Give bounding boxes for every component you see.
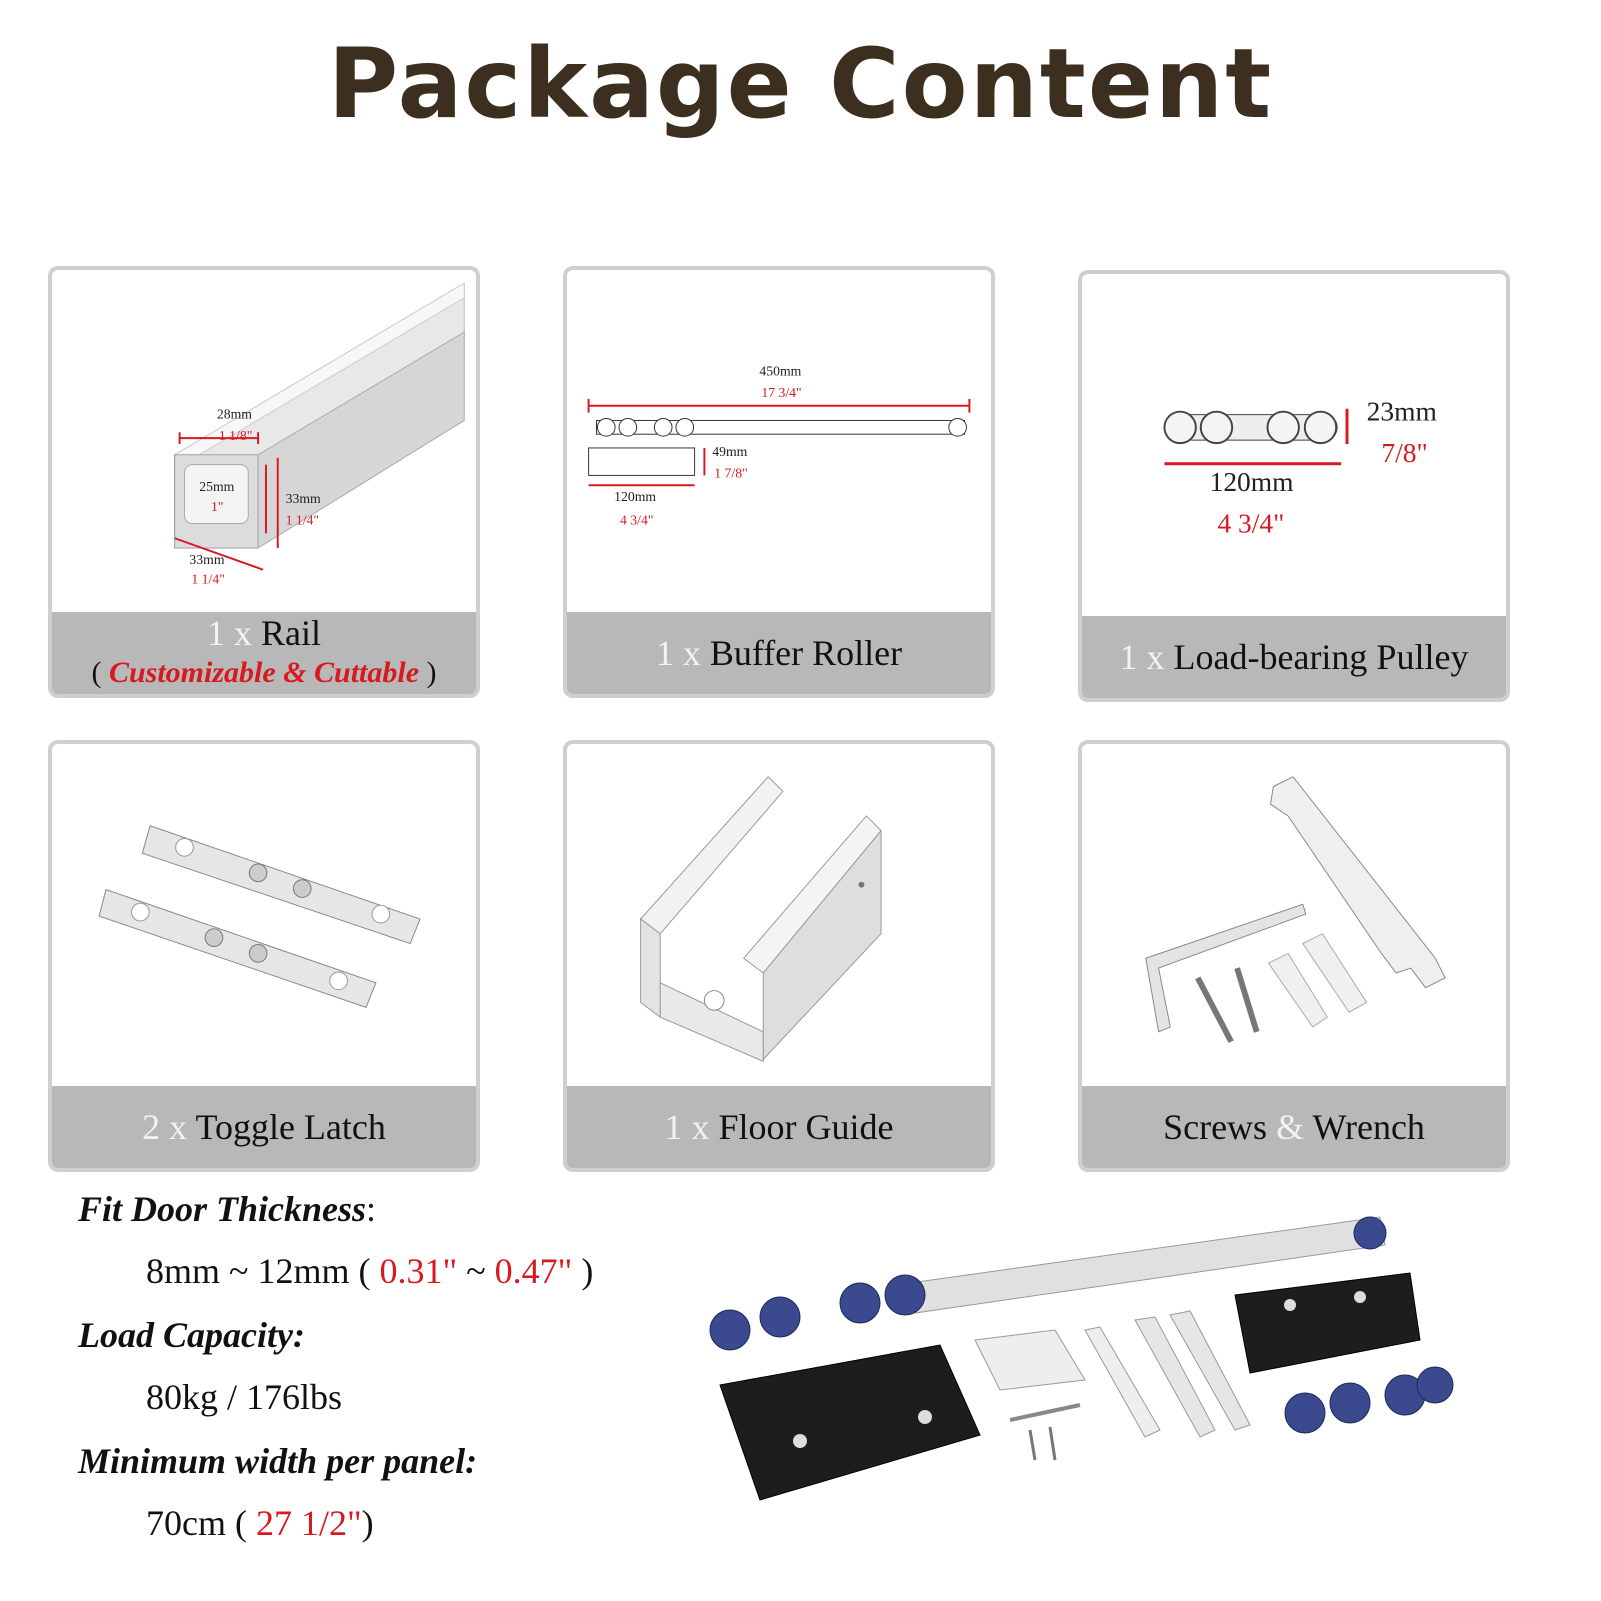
floor-qty: 1 x — [664, 1107, 710, 1147]
width-value-b: ) — [361, 1503, 374, 1543]
card-toggle-latch — [48, 740, 480, 1172]
spec-load-value: 80kg / 176lbs — [146, 1377, 343, 1417]
pulley-qty: 1 x — [1119, 637, 1165, 677]
rail-bottom-in: 1 1/4" — [191, 571, 225, 587]
rail-inner-mm: 25mm — [199, 479, 235, 495]
buffer-height-in: 1 7/8" — [714, 465, 748, 481]
card-floor-guide — [563, 740, 995, 1172]
rail-inner-in: 1" — [211, 498, 224, 514]
screws-wrench-illustration — [1082, 744, 1506, 1094]
thickness-colon: : — [366, 1189, 377, 1229]
buffer-height-mm: 49mm — [712, 443, 748, 459]
spec-width-label: Minimum width per panel: — [78, 1441, 478, 1481]
rail-name: Rail — [261, 613, 321, 653]
buffer-length-mm: 450mm — [759, 363, 802, 379]
pulley-width-mm: 120mm — [1209, 467, 1294, 498]
width-value-a: 70cm ( — [146, 1503, 247, 1543]
rail-bottom-mm: 33mm — [189, 551, 225, 567]
pulley-diagram — [1082, 274, 1506, 624]
floor-name: Floor Guide — [718, 1107, 894, 1147]
rail-note: Customizable & Cuttable — [108, 656, 420, 689]
page-title: Package Content — [327, 28, 1274, 140]
card-screws-wrench — [1078, 740, 1510, 1172]
buffer-qty: 1 x — [655, 633, 701, 673]
pulley-name: Load-bearing Pulley — [1173, 637, 1469, 677]
card-rail — [48, 266, 480, 698]
spec-thickness-value — [78, 1250, 593, 1292]
screws-amp: & — [1276, 1107, 1305, 1147]
floor-guide-illustration — [567, 744, 991, 1094]
pulley-height-mm: 23mm — [1366, 396, 1437, 427]
spec-thickness-label — [78, 1188, 376, 1230]
screws-name: Screws — [1163, 1107, 1268, 1147]
rail-note-open: ( — [91, 656, 102, 689]
thickness-label: Fit Door Thickness — [78, 1189, 367, 1229]
buffer-length-in: 17 3/4" — [761, 384, 802, 400]
card-pulley — [1078, 270, 1510, 702]
rail-top-in: 1 1/8" — [218, 428, 253, 444]
rail-top-mm: 28mm — [216, 406, 252, 422]
width-value-in: 27 1/2" — [255, 1503, 362, 1543]
toggle-qty: 2 x — [142, 1107, 188, 1147]
rail-caption — [52, 612, 476, 694]
thickness-in-a: 0.31" — [379, 1251, 458, 1291]
rail-height-mm: 33mm — [285, 490, 321, 506]
pulley-width-in: 4 3/4" — [1217, 508, 1285, 539]
spec-width-value — [78, 1502, 374, 1544]
toggle-name: Toggle Latch — [195, 1107, 386, 1147]
rail-qty: 1 x — [207, 613, 252, 653]
buffer-width-in: 4 3/4" — [620, 512, 654, 528]
pulley-caption — [1082, 616, 1506, 698]
thickness-in-b: 0.47" — [494, 1251, 573, 1291]
thickness-tilde: ~ — [466, 1251, 486, 1291]
wrench-name: Wrench — [1312, 1107, 1425, 1147]
pulley-height-in: 7/8" — [1381, 437, 1428, 468]
spec-load-label: Load Capacity: — [78, 1315, 305, 1355]
card-buffer-roller — [563, 266, 995, 698]
screws-wrench-caption — [1082, 1086, 1506, 1168]
rail-note-close: ) — [426, 656, 437, 689]
rail-height-in: 1 1/4" — [285, 512, 320, 528]
rail-illustration — [52, 270, 476, 620]
kit-overview-illustration — [690, 1205, 1470, 1525]
buffer-width-mm: 120mm — [614, 488, 657, 504]
floor-guide-caption — [567, 1086, 991, 1168]
buffer-roller-caption — [567, 612, 991, 694]
buffer-roller-diagram — [567, 270, 991, 620]
toggle-latch-caption — [52, 1086, 476, 1168]
buffer-name: Buffer Roller — [709, 633, 903, 673]
thickness-close: ) — [581, 1251, 594, 1291]
toggle-latch-illustration — [52, 744, 476, 1094]
thickness-mm: 8mm ~ 12mm ( — [146, 1251, 371, 1291]
